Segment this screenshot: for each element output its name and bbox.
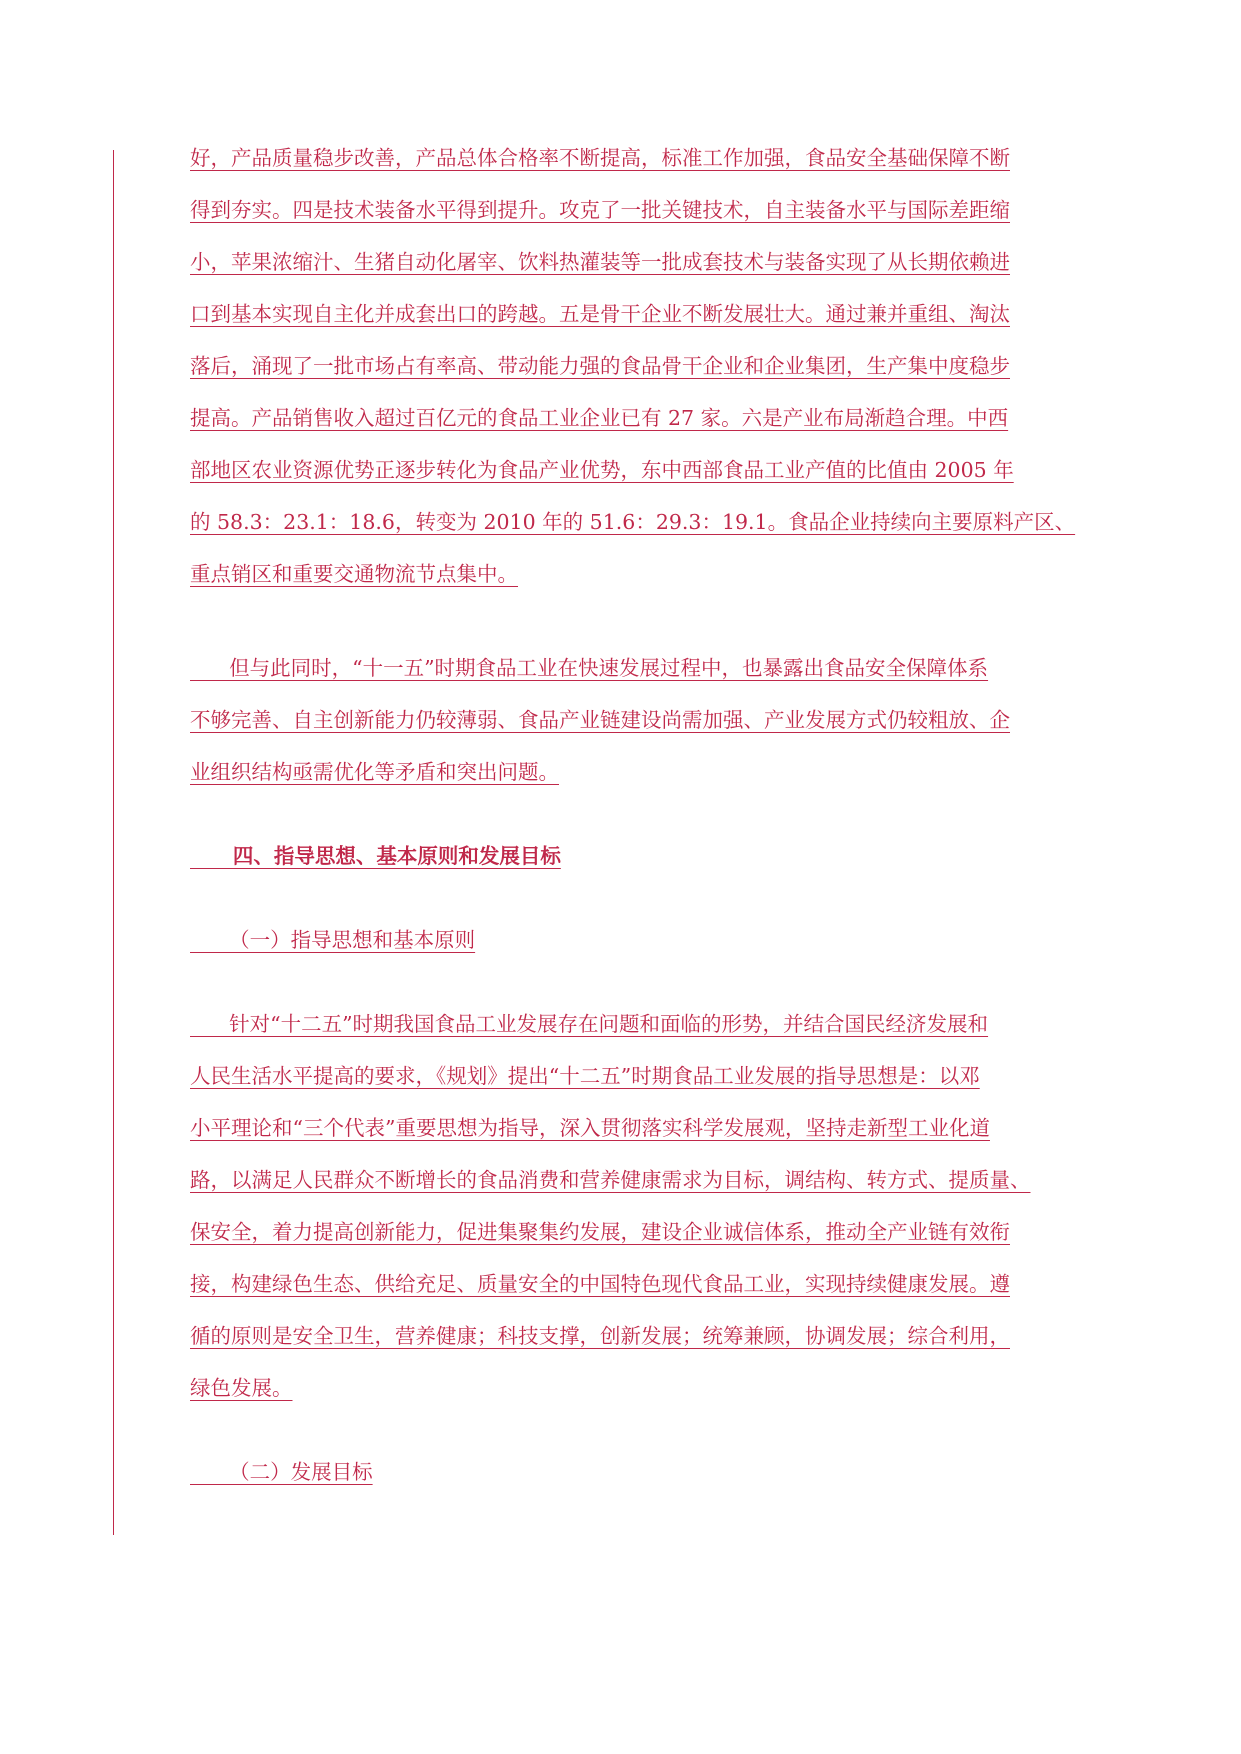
subsection-heading: （一）指导思想和基本原则 [190, 928, 476, 952]
paragraph-2-line: 但与此同时，“十一五”时期食品工业在快速发展过程中，也暴露出食品安全保障体系 [190, 656, 989, 680]
paragraph-3-line: 小平理论和“三个代表”重要思想为指导，深入贯彻落实科学发展观，坚持走新型工业化道 [190, 1116, 990, 1140]
paragraph-3-line: 循的原则是安全卫生，营养健康；科技支撑，创新发展；统筹兼顾，协调发展；综合利用， [190, 1324, 1010, 1348]
paragraph-3-line: 针对“十二五”时期我国食品工业发展存在问题和面临的形势，并结合国民经济发展和 [190, 1012, 989, 1036]
paragraph-1-line: 小，苹果浓缩汁、生猪自动化屠宰、饮料热灌装等一批成套技术与装备实现了从长期依赖进 [190, 250, 1010, 274]
paragraph-1-line: 部地区农业资源优势正逐步转化为食品产业优势，东中西部食品工业产值的比值由 2005 年 [190, 458, 1014, 482]
paragraph-2-line: 业组织结构亟需优化等矛盾和突出问题。 [190, 760, 559, 784]
paragraph-1-line: 重点销区和重要交通物流节点集中。 [190, 562, 518, 586]
paragraph-1-line: 得到夯实。四是技术装备水平得到提升。攻克了一批关键技术，自主装备水平与国际差距缩 [190, 198, 1010, 222]
paragraph-3-line: 保安全，着力提高创新能力，促进集聚集约发展，建设企业诚信体系，推动全产业链有效衔 [190, 1220, 1010, 1244]
paragraph-1-line: 好，产品质量稳步改善，产品总体合格率不断提高，标准工作加强，食品安全基础保障不断 [190, 146, 1010, 170]
revision-change-bar [113, 150, 114, 1535]
paragraph-3-line: 人民生活水平提高的要求，《规划》提出“十二五”时期食品工业发展的指导思想是：以邓 [190, 1064, 980, 1088]
paragraph-3-line: 绿色发展。 [190, 1376, 293, 1400]
paragraph-3-line: 路，以满足人民群众不断增长的食品消费和营养健康需求为目标，调结构、转方式、提质量、 [190, 1168, 1031, 1192]
subsection-heading: （二）发展目标 [190, 1460, 373, 1484]
paragraph-2-line: 不够完善、自主创新能力仍较薄弱、食品产业链建设尚需加强、产业发展方式仍较粗放、企 [190, 708, 1010, 732]
paragraph-3-line: 接，构建绿色生态、供给充足、质量安全的中国特色现代食品工业，实现持续健康发展。遵 [190, 1272, 1010, 1296]
paragraph-1-line: 提高。产品销售收入超过百亿元的食品工业企业已有 27 家。六是产业布局渐趋合理。中西 [190, 406, 1009, 430]
paragraph-1-line: 的 58.3：23.1：18.6，转变为 2010 年的 51.6：29.3：19.1。食品企业持续向主要原料产区、 [190, 510, 1076, 534]
paragraph-1-line: 口到基本实现自主化并成套出口的跨越。五是骨干企业不断发展壮大。通过兼并重组、淘汰 [190, 302, 1010, 326]
paragraph-1-line: 落后，涌现了一批市场占有率高、带动能力强的食品骨干企业和企业集团，生产集中度稳步 [190, 354, 1010, 378]
section-heading: 四、指导思想、基本原则和发展目标 [190, 844, 561, 868]
